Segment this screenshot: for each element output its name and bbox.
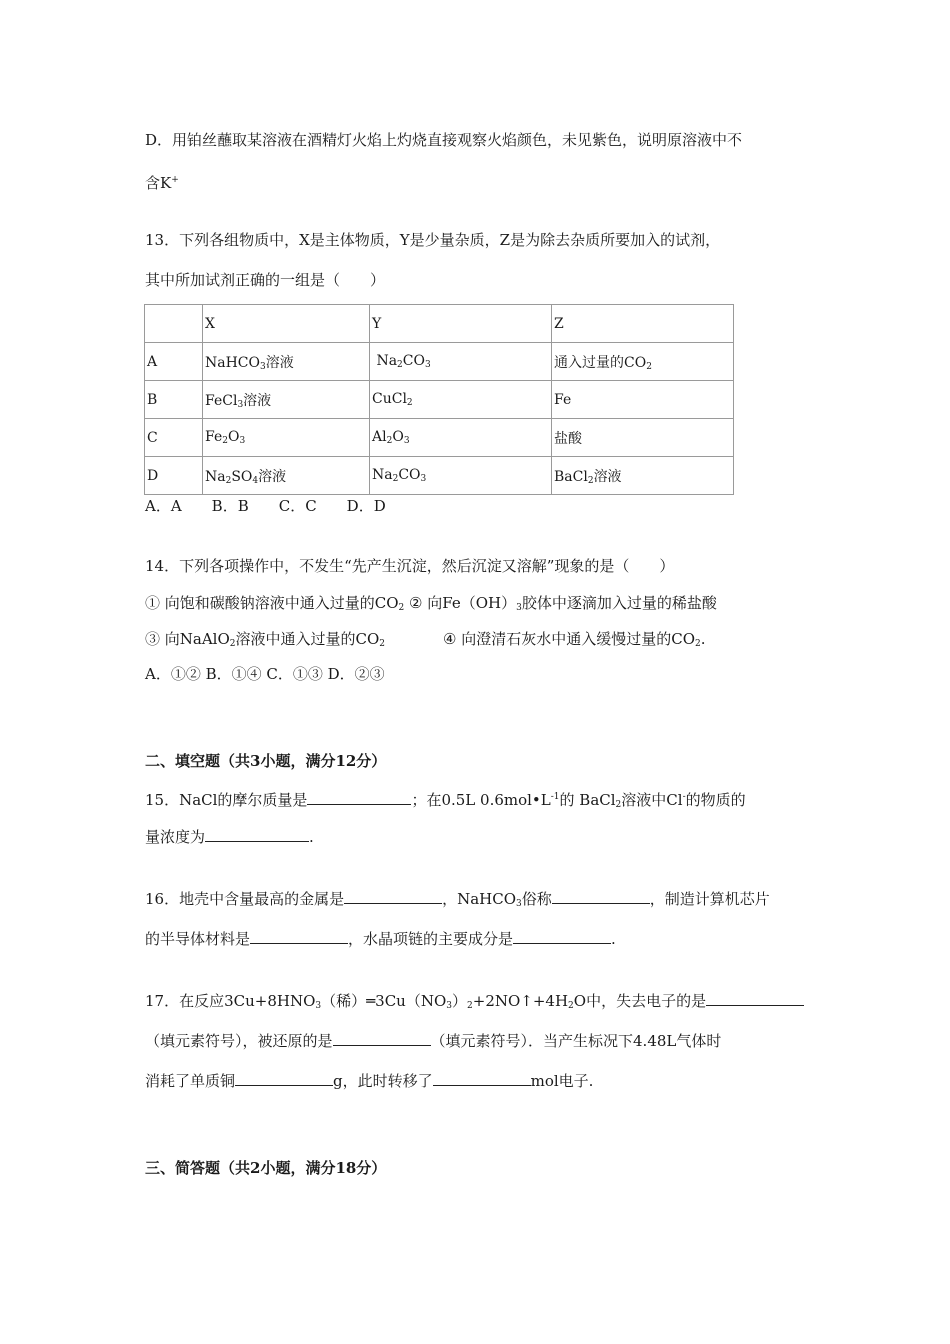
- q16-line2: 的半导体材料是 ，水晶项链的主要成分是 .: [145, 930, 616, 948]
- q17-line2: （填元素符号），被还原的是 （填元素符号）．当产生标况下4.48L气体时: [145, 1032, 722, 1050]
- q13-stem-line1: 13．下列各组物质中，X是主体物质，Y是少量杂质，Z是为除去杂质所要加入的试剂，: [145, 231, 721, 249]
- table-row: [145, 381, 734, 419]
- table-cell: $Fe_2O_3$: [203, 419, 370, 457]
- table-cell: BaCl$_2$溶液: [552, 457, 734, 495]
- table-header-cell: Y: [370, 305, 552, 343]
- table-header-row: [145, 305, 734, 343]
- table-header-cell: Z: [552, 305, 734, 343]
- q14-items-line2: ③ 向NaAlO$_2$溶液中通入过量的$CO_2$ ④ 向澄清石灰水中通入缓慢过量的$CO_2$.: [145, 630, 706, 649]
- table-row: [145, 457, 734, 495]
- table-cell: 盐酸: [552, 419, 734, 457]
- q13-table: [144, 304, 734, 495]
- answer-blank[interactable]: [333, 1031, 431, 1046]
- q13-answer-options: A．A B．B C．C D．D: [145, 497, 386, 515]
- table-cell: NaHCO$_3$溶液: [203, 343, 370, 381]
- table-cell: $Al_2O_3$: [370, 419, 552, 457]
- answer-blank[interactable]: [433, 1071, 531, 1086]
- table-cell: Fe: [552, 381, 734, 419]
- q14-answer-options: A．①② B．①④ C．①③ D．②③: [145, 665, 385, 683]
- answer-blank[interactable]: [205, 827, 309, 842]
- q12-option-d-line1: D．用铂丝蘸取某溶液在酒精灯火焰上灼烧直接观察火焰颜色，未见紫色，说明原溶液中不: [145, 131, 743, 149]
- q14-stem: 14．下列各项操作中，不发生“先产生沉淀，然后沉淀又溶解”现象的是（ ）: [145, 557, 675, 575]
- table-header-cell: X: [203, 305, 370, 343]
- table-row: [145, 343, 734, 381]
- table-cell: $Na_2CO_3$: [370, 343, 552, 381]
- table-cell: B: [145, 381, 203, 419]
- potassium-charge: +: [171, 175, 179, 185]
- section-2-title: 二、填空题（共3小题，满分12分）: [145, 752, 387, 770]
- q13-stem-line2: 其中所加试剂正确的一组是（ ）: [145, 271, 386, 289]
- table-header-cell: [145, 305, 203, 343]
- answer-blank[interactable]: [235, 1071, 333, 1086]
- q12-option-d-text: 含K: [145, 174, 172, 192]
- answer-blank[interactable]: [344, 889, 442, 904]
- answer-blank[interactable]: [552, 889, 650, 904]
- answer-blank[interactable]: [706, 991, 804, 1006]
- q17-line1: 17．在反应$3Cu+8HNO_3$（稀）$═3Cu(NO_3)_2+2NO↑+4H_2O$中，失去电子的是: [145, 991, 804, 1016]
- q17-line3: 消耗了单质铜 g，此时转移了 mol电子.: [145, 1072, 594, 1090]
- answer-blank[interactable]: [250, 929, 348, 944]
- q15-line2: 量浓度为 .: [145, 828, 314, 846]
- q14-items-line1: ① 向饱和碳酸钠溶液中通入过量的$CO_2$ ② 向$Fe(OH)_3$胶体中逐滴加入过量的稀盐酸: [145, 594, 717, 613]
- answer-blank[interactable]: [307, 790, 411, 805]
- table-cell: CuCl$_2$: [370, 381, 552, 419]
- table-cell: A: [145, 343, 203, 381]
- answer-blank[interactable]: [513, 929, 611, 944]
- q12-option-d-line2: [145, 170, 179, 193]
- table-cell: FeCl$_3$溶液: [203, 381, 370, 419]
- table-cell: C: [145, 419, 203, 457]
- table-cell: $Na_2SO_4$溶液: [203, 457, 370, 495]
- table-cell: D: [145, 457, 203, 495]
- q15-line1: 15．NaCl的摩尔质量是 ；在0.5L $0.6mol•L^{-1}$的 BaCl$_2$溶液中Cl-的物质的: [145, 791, 746, 810]
- table-cell: 通入过量的$CO_2$: [552, 343, 734, 381]
- q16-line1: 16．地壳中含量最高的金属是 ，NaHCO$_3$俗称 ，制造计算机芯片: [145, 890, 770, 909]
- section-3-title: 三、简答题（共2小题，满分18分）: [145, 1159, 387, 1177]
- table-cell: $Na_2CO_3$: [370, 457, 552, 495]
- table-row: [145, 419, 734, 457]
